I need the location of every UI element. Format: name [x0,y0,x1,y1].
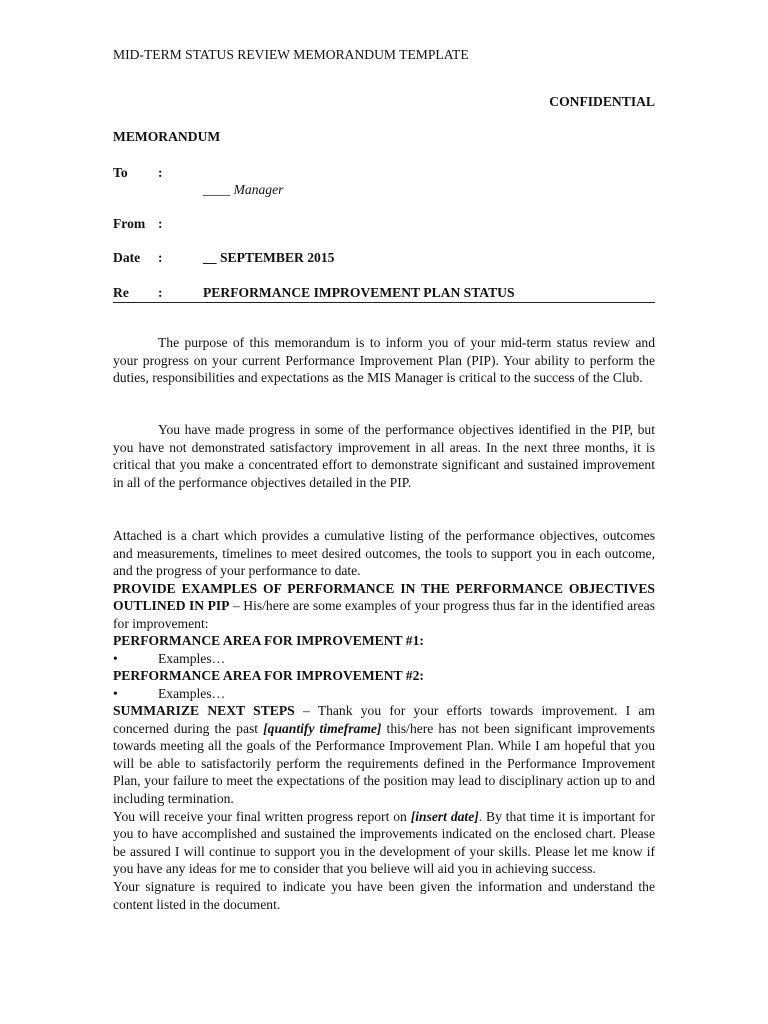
header-divider [113,302,655,303]
area-2-examples: Examples… [158,686,226,701]
template-title: MID-TERM STATUS REVIEW MEMORANDUM TEMPLATE [113,47,469,62]
next-steps-text-a: – Thank you for your efforts towards improvement. I am concerned during the past [113,703,655,736]
provide-examples-text: – His/here are some examples of your progress thus far in the identified areas for improvement: [113,598,655,631]
paragraph-attached [113,527,655,633]
next-steps-text-b: this/here has not been significant improvements towards meeting all the goals of the Performance Improvement Plan. While I am hopeful that you will be able to satisfactorily perform the requirements defined in the Performance Improvement Plan, your failure to meet the expectations of the position may lead to disciplinary action up to and including termination. [113,720,655,806]
to-value: ____ Manager [203,182,284,197]
re-value: PERFORMANCE IMPROVEMENT PLAN STATUS [203,285,515,300]
re-colon: : [158,285,163,300]
bullet-glyph: • [113,686,118,701]
date-colon: : [158,250,163,265]
paragraph-progress: You have made progress in some of the performance objectives identified in the PIP, but you have not demonstrated satisfactory improvement in all areas. In the next three months, it is critical that you make a concentrated effort to demonstrate significant and sustained improvement in all of the performance objectives detailed in the PIP. [113,422,655,490]
area-1-examples: Examples… [158,651,226,666]
final-report-text-b: . By that time it is important for you to have accomplished and sustained the improvements indicated on the enclosed chart. Please be assured I will continue to support you in the development of your skills. Please let me know if you have any ideas for me to consider that you believe will aid you in achieving success. [113,808,655,877]
from-colon: : [158,216,163,231]
from-label: From [113,216,146,231]
confidential-label: CONFIDENTIAL [549,94,655,109]
area-1-heading: PERFORMANCE AREA FOR IMPROVEMENT #1: [113,633,424,648]
paragraph-purpose: The purpose of this memorandum is to inform you of your mid-term status review and your progress on your current Performance Improvement Plan (PIP). Your ability to perform the duties, responsibilities and expectations as the MIS Manager is critical to the success of the Club. [113,335,655,386]
re-label: Re [113,285,129,300]
to-label: To [113,165,128,180]
memorandum-heading: MEMORANDUM [113,129,221,144]
paragraph-next-steps [113,702,655,913]
date-value: __ SEPTEMBER 2015 [203,250,335,265]
final-report-text-a: You will receive your final written progress report on [113,808,411,824]
signature-text: Your signature is required to indicate you have been given the information and understand the content listed in the document. [113,878,655,912]
attached-text: Attached is a chart which provides a cumulative listing of the performance objectives, outcomes and measurements, timelines to meet desired outcomes, the tools to support you in each outcome, and the progress of your performance to date. [113,528,655,579]
area-2-heading: PERFORMANCE AREA FOR IMPROVEMENT #2: [113,668,424,683]
insert-date-placeholder: [insert date] [410,808,479,824]
quantify-timeframe-placeholder: [quantify timeframe] [263,720,382,736]
bullet-glyph: • [113,651,118,666]
date-label: Date [113,250,141,265]
next-steps-heading: SUMMARIZE NEXT STEPS [113,703,295,718]
provide-examples-heading: PROVIDE EXAMPLES OF PERFORMANCE IN THE PERFORMANCE OBJECTIVES OUTLINED IN PIP [113,580,655,614]
to-colon: : [158,165,163,180]
